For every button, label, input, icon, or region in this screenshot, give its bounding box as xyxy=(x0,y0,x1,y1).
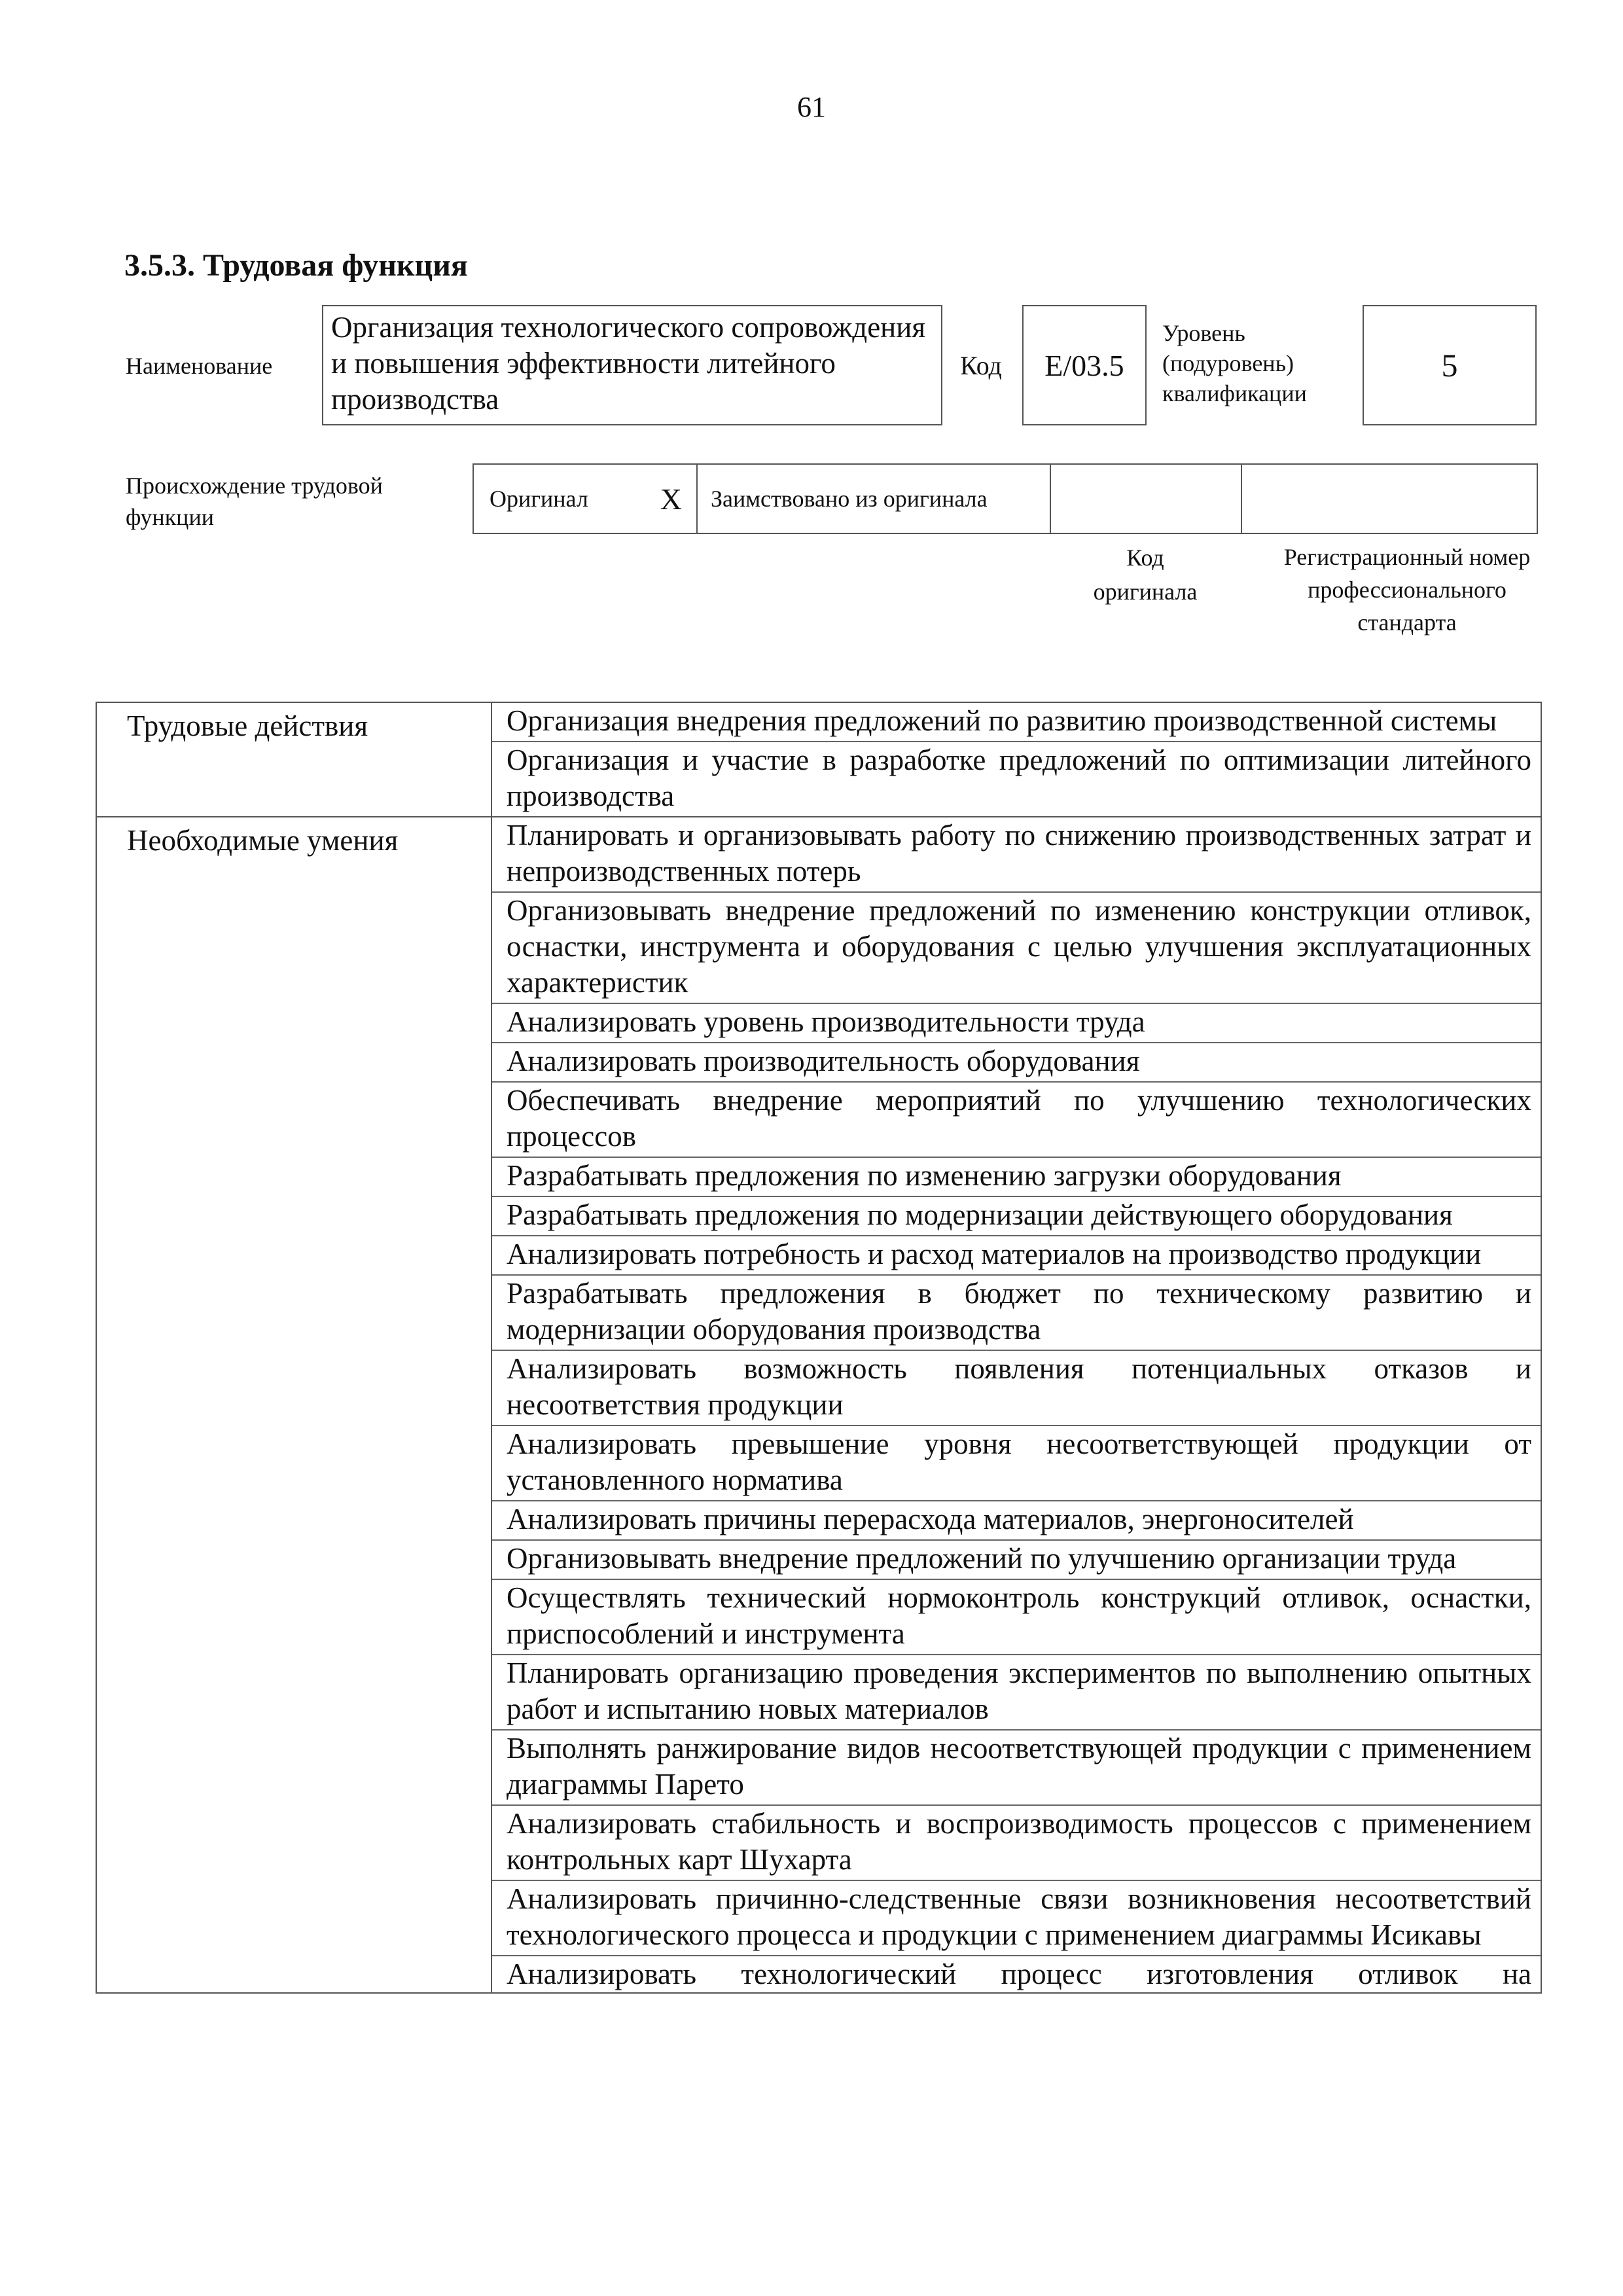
list-item: Анализировать стабильность и воспроизводимость процессов с применением контрольных карт Шухарта xyxy=(492,1806,1541,1881)
original-mark: X xyxy=(660,482,682,516)
code-value: E/03.5 xyxy=(1022,305,1147,425)
list-item: Организовывать внедрение предложений по улучшению организации труда xyxy=(492,1541,1541,1580)
function-table xyxy=(96,702,1542,1994)
list-item: Анализировать уровень производительности труда xyxy=(492,1004,1541,1043)
list-item: Разрабатывать предложения по модернизации действующего оборудования xyxy=(492,1197,1541,1236)
level-value: 5 xyxy=(1363,305,1537,425)
list-item: Анализировать производительность оборудования xyxy=(492,1043,1541,1083)
section-title: 3.5.3. Трудовая функция xyxy=(124,248,468,283)
list-item: Анализировать причинно-следственные связи возникновения несоответствий технологического процесса и продукции с применением диаграммы Исикавы xyxy=(492,1881,1541,1956)
registration-number-caption: Регистрационный номер профессионального стандарта xyxy=(1283,544,1531,636)
name-value: Организация технологического сопровождения и повышения эффективности литейного производства xyxy=(322,305,942,425)
list-item: Анализировать возможность появления потенциальных отказов и несоответствия продукции xyxy=(492,1351,1541,1426)
origin-row xyxy=(473,463,1538,534)
list-item: Организация внедрения предложений по развитию производственной системы xyxy=(492,703,1541,742)
page-number: 61 xyxy=(797,91,826,123)
section-row xyxy=(96,817,1541,1993)
origin-label: Происхождение трудовой функции xyxy=(126,473,383,530)
section-items-cell xyxy=(491,817,1541,1993)
section-title-cell: Трудовые действия xyxy=(96,702,491,817)
level-label: Уровень (подуровень) квалификации xyxy=(1162,320,1307,406)
original-code-cell xyxy=(1051,465,1242,533)
list-item: Анализировать технологический процесс изготовления отливок на xyxy=(507,1958,1531,1990)
list-item: Анализировать превышение уровня несоответствующей продукции от установленного норматива xyxy=(492,1426,1541,1501)
list-item: Выполнять ранжирование видов несоответствующей продукции с применением диаграммы Парето xyxy=(492,1731,1541,1806)
original-label: Оригинал xyxy=(490,486,588,512)
list-item: Обеспечивать внедрение мероприятий по улучшению технологических процессов xyxy=(492,1083,1541,1158)
original-code-caption: Код оригинала xyxy=(1093,545,1198,605)
list-item: Анализировать потребность и расход материалов на производство продукции xyxy=(492,1236,1541,1276)
section-items-cell xyxy=(491,702,1541,817)
list-item: Планировать и организовывать работу по снижению производственных затрат и непроизводственных потерь xyxy=(492,817,1541,893)
section-title-cell: Необходимые умения xyxy=(96,817,491,1993)
list-item: Разрабатывать предложения в бюджет по техническому развитию и модернизации оборудования производства xyxy=(492,1276,1541,1351)
registration-number-cell xyxy=(1242,465,1537,533)
borrowed-cell xyxy=(698,465,1051,533)
original-cell xyxy=(474,465,698,533)
list-item: Разрабатывать предложения по изменению загрузки оборудования xyxy=(492,1158,1541,1197)
code-label: Код xyxy=(960,351,1002,380)
list-item: Анализировать причины перерасхода материалов, энергоносителей xyxy=(492,1501,1541,1541)
borrowed-label: Заимствовано из оригинала xyxy=(711,486,988,512)
list-item: Организовывать внедрение предложений по изменению конструкции отливок, оснастки, инструмента и оборудования с целью улучшения эксплуатационных характеристик xyxy=(492,893,1541,1004)
list-item: Организация и участие в разработке предложений по оптимизации литейного производства xyxy=(507,744,1531,812)
section-row xyxy=(96,702,1541,817)
list-item: Планировать организацию проведения экспериментов по выполнению опытных работ и испытанию новых материалов xyxy=(492,1655,1541,1731)
list-item: Осуществлять технический нормоконтроль конструкций отливок, оснастки, приспособлений и инструмента xyxy=(492,1580,1541,1655)
name-label: Наименование xyxy=(126,353,273,379)
